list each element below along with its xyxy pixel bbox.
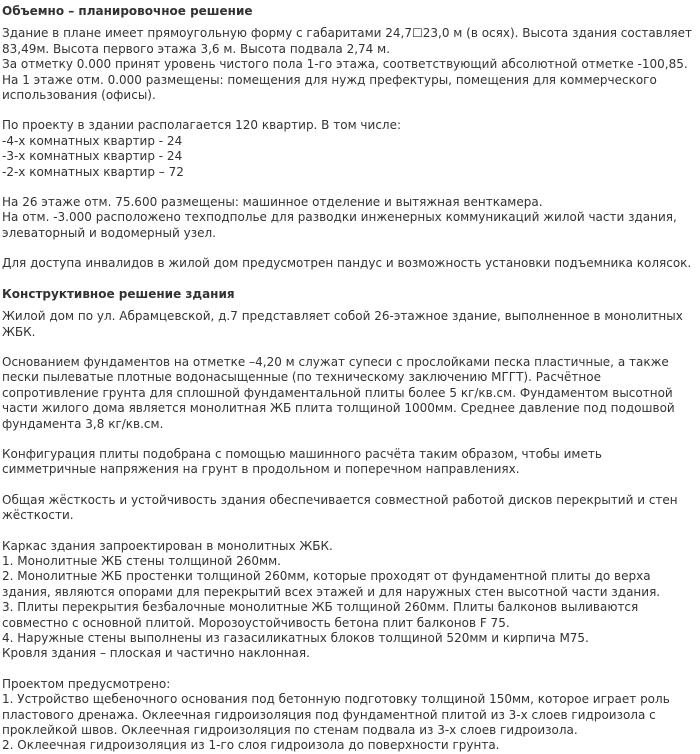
paragraph-provisions	[2, 677, 698, 754]
text-line: По проекту в здании располагается 120 квартир. В том числе:	[2, 118, 402, 133]
paragraph-apartments	[2, 118, 698, 180]
section-heading-layout: Объемно – планировочное решение	[2, 4, 253, 18]
text-line: За отметку 0.000 принят уровень чистого пола 1-го этажа, соответствующий абсолютной отметке -100,85.	[2, 57, 688, 72]
paragraph-slab-config: Конфигурация плиты подобрана с помощью машинного расчёта таким образом, чтобы иметь симметричные напряжения на грунт в продольном и поперечном направлениях.	[2, 446, 602, 477]
list-item: -2-х комнатных квартир – 72	[2, 164, 184, 179]
list-item: 4. Наружные стены выполнены из газасиликатных блоков толщиной 520мм и кирпича М75.	[2, 631, 589, 645]
text-line: На 26 этаже отм. 75.600 размещены: машинное отделение и вытяжная венткамера.	[2, 195, 543, 210]
paragraph-building-intro: Жилой дом по ул. Абрамцевской, д.7 представляет собой 26-этажное здание, выполненное в монолитных ЖБК.	[2, 309, 683, 339]
text-line: Проектом предусмотрено:	[2, 676, 171, 691]
text-line: На 1 этаже отм. 0.000 размещены: помещения для нужд префектуры, помещения для коммерческого использования (офисы).	[2, 72, 657, 103]
paragraph-frame	[2, 539, 698, 662]
paragraph-rigidity: Общая жёсткость и устойчивость здания обеспечивается совместной работой дисков перекрытий и стен жёсткости.	[2, 492, 678, 523]
section-heading-structure: Конструктивное решение здания	[2, 286, 235, 301]
paragraph-accessibility: Для доступа инвалидов в жилой дом предусмотрен пандус и возможность установки подъемника колясок.	[2, 256, 692, 271]
list-item: 1. Устройство щебеночного основания под бетонную подготовку толщиной 150мм, которое играет роль пластового дренажа. Оклеечная гидроизоляция под фундаментной плитой из 3-х слоев гидроизола с проклейкой швов. Оклеечная гидроизоляция по стенам подвала из 3-х слоев гидроизола.	[2, 692, 670, 738]
list-item: 2. Монолитные ЖБ простенки толщиной 260мм, которые проходят от фундаментной плиты до верха здания, являются опорами для перекрытий всех этажей и для наружных стен высотной части здания.	[2, 569, 661, 599]
list-item: 1. Монолитные ЖБ стены толщиной 260мм.	[2, 553, 281, 568]
list-item: 2. Оклеечная гидроизоляция из 1-го слоя гидроизола до поверхности грунта.	[2, 738, 500, 753]
text-line: На отм. -3.000 расположено техподполье для разводки инженерных коммуникаций жилой части здания, элеваторный и водомерный узел.	[2, 210, 677, 240]
paragraph-technical-floors	[2, 195, 698, 241]
list-item: -3-х комнатных квартир - 24	[2, 149, 183, 164]
paragraph-foundation: Основанием фундаментов на отметке –4,20 м служат супеси с прослойками песка пластичные, а также пески пылеватые плотные водонасыщенные (по техническому заключению МГГТ). Расчётное сопротивление грунта для сплошной фундаментальной плиты более 5 кг/кв.см. Фундаментом высотной части жилого дома является монолитная ЖБ плита толщиной 1000мм. Среднее давление под подошвой фундамента 3,8 кг/кв.см.	[2, 354, 675, 431]
list-item: 3. Плиты перекрытия безбалочные монолитные ЖБ толщиной 260мм. Плиты балконов выливаются совместно с основной плитой. Морозоустойчивость бетона плит балконов F 75.	[2, 600, 639, 630]
text-line: Кровля здания – плоская и частично наклонная.	[2, 646, 310, 661]
paragraph-dimensions	[2, 26, 698, 103]
text-line: Здание в плане имеет прямоугольную форму с габаритами 24,7☐23,0 м (в осях). Высота здания составляет 83,49м. Высота первого этажа 3,6 м. Высота подвала 2,74 м.	[2, 26, 693, 56]
list-item: -4-х комнатных квартир - 24	[2, 133, 183, 148]
text-line: Каркас здания запроектирован в монолитных ЖБК.	[2, 538, 333, 553]
